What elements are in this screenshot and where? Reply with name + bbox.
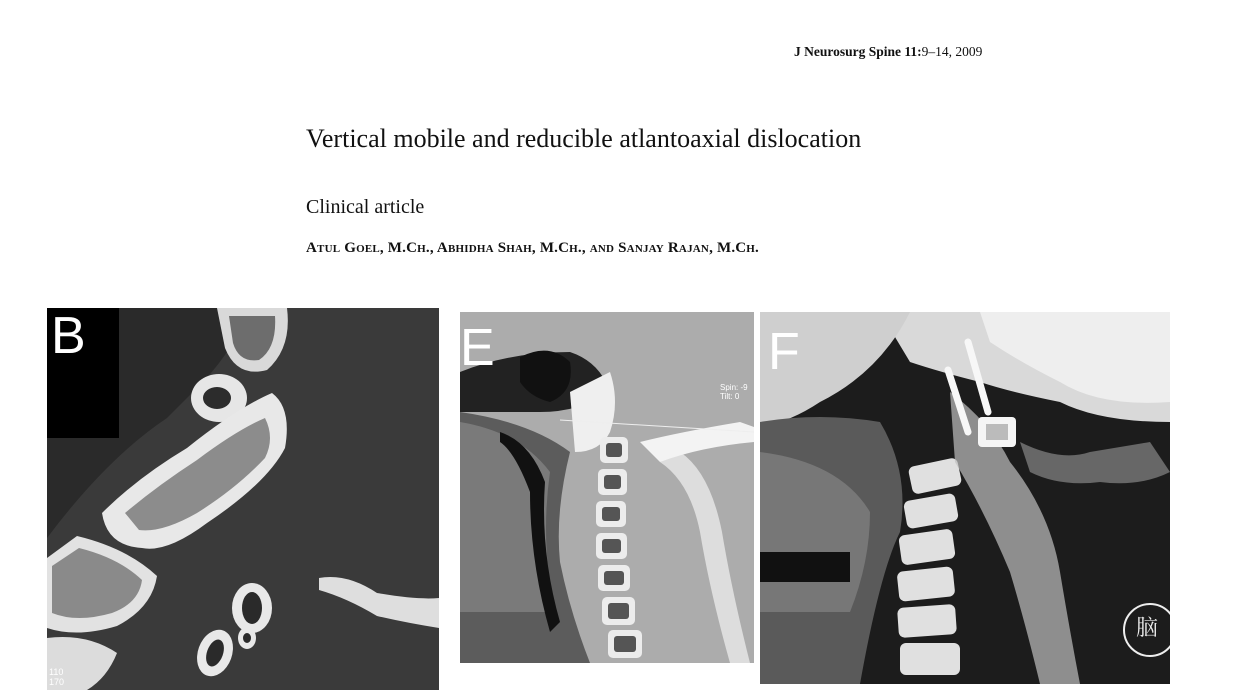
- ct-reconstruction-image: [460, 312, 754, 663]
- watermark-logo: 脑: [1136, 615, 1159, 640]
- journal-volume: 11:: [904, 44, 922, 59]
- panel-label-f: F: [768, 323, 800, 381]
- ct-sagittal-image: [47, 308, 439, 690]
- figure-panel-e: [460, 312, 754, 663]
- article-title: Vertical mobile and reducible atlantoaxial dislocation: [306, 124, 862, 153]
- figure-panel-f: [760, 312, 1170, 684]
- panel-label-e: E: [460, 319, 495, 377]
- journal-pages-year: 9–14, 2009: [921, 44, 983, 59]
- article-type: Clinical article: [306, 196, 425, 218]
- article-authors: Atul Goel, M.Ch., Abhidha Shah, M.Ch., and Sanjay Rajan, M.Ch.: [306, 240, 760, 256]
- journal-name: J Neurosurg Spine: [794, 44, 902, 59]
- panel-b-corner-text: 110 170: [49, 667, 65, 687]
- figure-panel-b: [47, 308, 439, 690]
- panel-label-b: B: [51, 308, 86, 365]
- panel-e-scan-text: Spin: -9 Tilt: 0: [720, 383, 748, 401]
- journal-citation: [794, 44, 982, 60]
- xray-lateral-image: [760, 312, 1170, 684]
